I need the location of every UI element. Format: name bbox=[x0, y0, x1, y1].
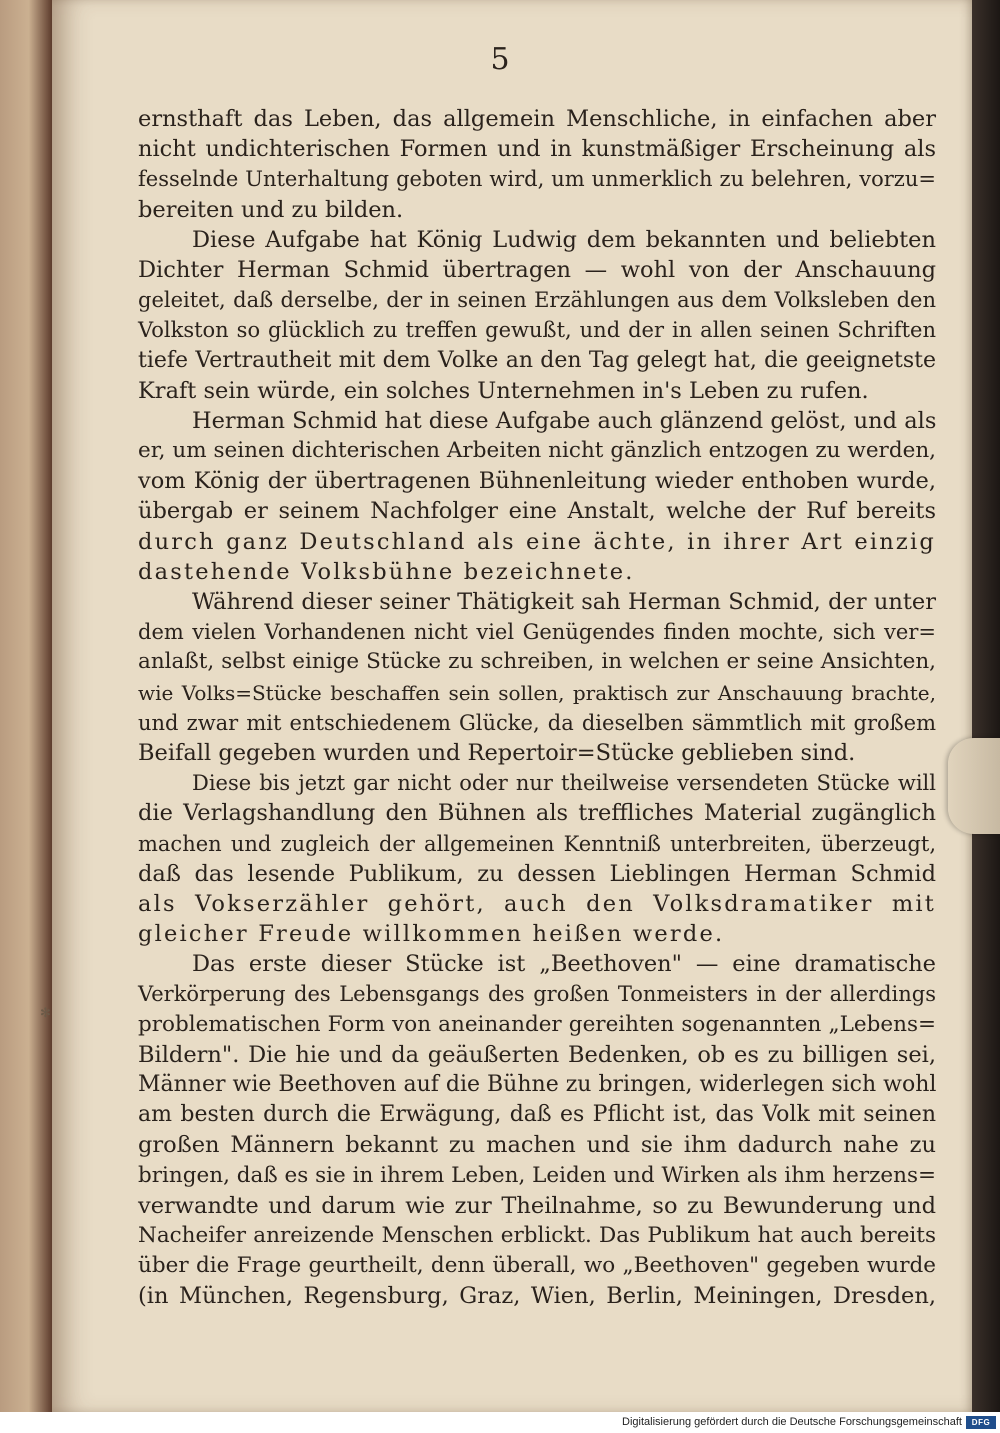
text-line: daß das lesende Publikum, zu dessen Lieblingen Herman Schmid bbox=[138, 860, 936, 887]
text-line: bringen, daß es sie in ihrem Leben, Leiden und Wirken als ihm herzens= bbox=[138, 1162, 937, 1188]
text-line: und zwar mit entschiedenem Glücke, da dieselben sämmtlich mit großem bbox=[138, 710, 936, 735]
page-text bbox=[138, 104, 936, 1312]
text-line: Männer wie Beethoven auf die Bühne zu bringen, widerlegen sich wohl bbox=[138, 1072, 937, 1097]
text-line: Herman Schmid hat diese Aufgabe auch glänzend gelöst, und als bbox=[192, 407, 937, 434]
text-line: verwandte und darum wie zur Theilnahme, so zu Bewunderung und bbox=[138, 1192, 936, 1219]
text-line: dastehende Volksbühne bezeichnete. bbox=[138, 558, 635, 585]
text-line: Diese bis jetzt gar nicht oder nur theilweise versendeten Stücke will bbox=[192, 771, 936, 796]
text-line: Kraft sein würde, ein solches Unternehmen in's Leben zu rufen. bbox=[138, 377, 869, 404]
text-line: dem vielen Vorhandenen nicht viel Genügendes finden mochte, sich ver= bbox=[138, 620, 936, 645]
text-line: übergab er seinem Nachfolger eine Anstalt, welche der Ruf bereits bbox=[138, 498, 936, 525]
text-line: machen und zugleich der allgemeinen Kenntniß unterbreiten, überzeugt, bbox=[138, 831, 936, 856]
book-edge-shadow bbox=[972, 0, 1000, 1412]
text-line: als Vokserzähler gehört, auch den Volksdramatiker mit bbox=[138, 890, 936, 917]
funding-credit: Digitalisierung gefördert durch die Deutsche Forschungsgemeinschaft bbox=[622, 1416, 962, 1428]
margin-mark-icon: ✻ bbox=[40, 1006, 51, 1021]
text-line: geleitet, daß derselbe, der in seinen Erzählungen aus dem Volksleben den bbox=[138, 288, 936, 313]
text-line: am besten durch die Erwägung, daß es Pflicht ist, das Volk mit seinen bbox=[138, 1102, 936, 1128]
text-line: gleicher Freude willkommen heißen werde. bbox=[138, 921, 725, 948]
text-line: Volkston so glücklich zu treffen gewußt, und der in allen seinen Schriften bbox=[138, 318, 936, 343]
text-line: Während dieser seiner Thätigkeit sah Herman Schmid, der unter bbox=[192, 589, 936, 615]
text-line: ernsthaft das Leben, das allgemein Menschliche, in einfachen aber bbox=[138, 106, 936, 132]
text-line: tiefe Vertrautheit mit dem Volke an den Tag gelegt hat, die geeignetste bbox=[138, 347, 936, 373]
text-line: die Verlagshandlung den Bühnen als treffliches Material zugänglich bbox=[138, 800, 936, 827]
dfg-logo-icon: DFG bbox=[966, 1416, 996, 1429]
digitization-footer bbox=[0, 1412, 1000, 1433]
previous-page-edge bbox=[0, 0, 52, 1412]
page-tab-marker bbox=[948, 738, 1000, 834]
text-line: Beifall gegeben wurden und Repertoir=Stücke geblieben sind. bbox=[138, 739, 856, 766]
text-line: (in München, Regensburg, Graz, Wien, Berlin, Meiningen, Dresden, bbox=[138, 1283, 936, 1310]
text-line: problematischen Form von aneinander gereihten sogenannten „Lebens= bbox=[138, 1011, 936, 1037]
text-line: Verkörperung des Lebensgangs des großen Tonmeisters in der allerdings bbox=[138, 982, 936, 1007]
text-line: bereiten und zu bilden. bbox=[138, 196, 404, 223]
text-line: Diese Aufgabe hat König Ludwig dem bekannten und beliebten bbox=[192, 226, 936, 253]
text-line: vom König der übertragenen Bühnenleitung wieder enthoben wurde, bbox=[138, 468, 936, 495]
text-line: wie Volks=Stücke beschaffen sein sollen, praktisch zur Anschauung brachte, bbox=[138, 680, 936, 705]
text-line: anlaßt, selbst einige Stücke zu schreiben, in welchen er seine Ansichten, bbox=[138, 649, 936, 675]
text-line: nicht undichterischen Formen und in kunstmäßiger Erscheinung als bbox=[138, 136, 936, 163]
text-line: Bildern". Die hie und da geäußerten Bedenken, ob es zu billigen sei, bbox=[138, 1041, 936, 1068]
text-line: über die Frage geurtheilt, denn überall, wo „Beethoven" gegeben wurde bbox=[138, 1253, 936, 1279]
text-line: durch ganz Deutschland als eine ächte, in ihrer Art einzig bbox=[138, 528, 936, 555]
text-line: Nacheifer anreizende Menschen erblickt. Das Publikum hat auch bereits bbox=[138, 1222, 936, 1248]
page-number: 5 bbox=[490, 42, 510, 77]
text-line: großen Männern bekannt zu machen und sie ihm dadurch nahe zu bbox=[138, 1132, 936, 1159]
text-line: fesselnde Unterhaltung geboten wird, um unmerklich zu belehren, vorzu= bbox=[138, 167, 936, 192]
text-line: Das erste dieser Stücke ist „Beethoven" — eine dramatische bbox=[192, 951, 936, 978]
text-line: Dichter Herman Schmid übertragen — wohl von der Anschauung bbox=[138, 256, 936, 283]
text-line: er, um seinen dichterischen Arbeiten nicht gänzlich entzogen zu werden, bbox=[138, 438, 936, 464]
